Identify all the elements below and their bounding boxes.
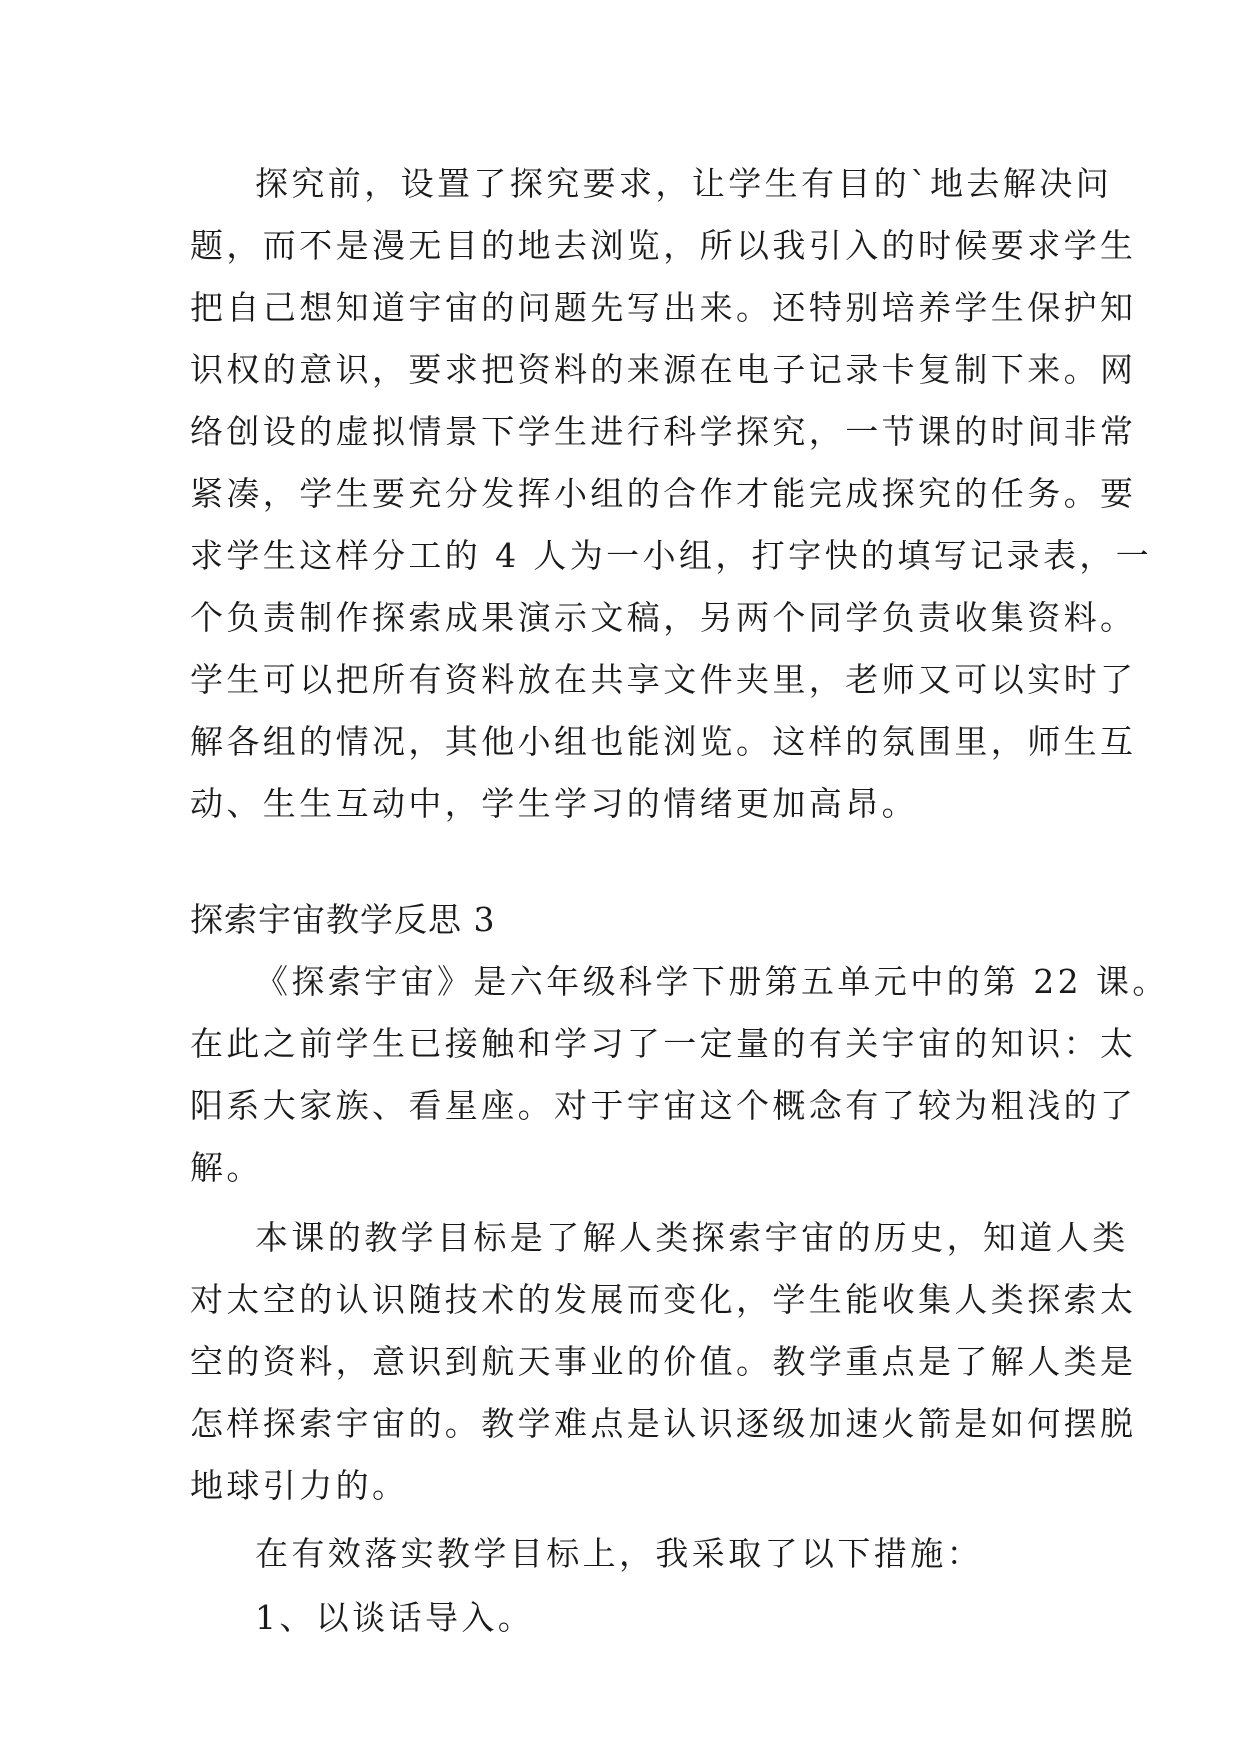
paragraph-line: 学生可以把所有资料放在共享文件夹里，老师又可以实时了 — [190, 660, 1137, 699]
paragraph-line: 怎样探索宇宙的。教学难点是认识逐级加速火箭是如何摆脱 — [190, 1404, 1137, 1443]
paragraph-line: 本课的教学目标是了解人类探索宇宙的历史，知道人类 — [255, 1218, 1129, 1257]
paragraph-line: 动、生生互动中，学生学习的情绪更加高昂。 — [190, 784, 918, 823]
paragraph-line: 把自己想知道宇宙的问题先写出来。还特别培养学生保护知 — [190, 288, 1137, 327]
paragraph-line: 识权的意识，要求把资料的来源在电子记录卡复制下来。网 — [190, 350, 1137, 389]
paragraph-line: 在有效落实教学目标上，我采取了以下措施： — [255, 1534, 983, 1573]
paragraph-line: 《探索宇宙》是六年级科学下册第五单元中的第 22 课。 — [255, 962, 1169, 1001]
paragraph-line: 对太空的认识随技术的发展而变化，学生能收集人类探索太 — [190, 1280, 1137, 1319]
paragraph-line: 1、以谈话导入。 — [255, 1598, 535, 1637]
paragraph-line: 紧凑，学生要充分发挥小组的合作才能完成探究的任务。要 — [190, 474, 1137, 513]
paragraph-line: 求学生这样分工的 4 人为一小组，打字快的填写记录表，一 — [190, 536, 1153, 575]
paragraph-line: 解。 — [190, 1148, 263, 1187]
paragraph-line: 题，而不是漫无目的地去浏览，所以我引入的时候要求学生 — [190, 226, 1137, 265]
paragraph-line: 在此之前学生已接触和学习了一定量的有关宇宙的知识：太 — [190, 1024, 1137, 1063]
paragraph-line: 阳系大家族、看星座。对于宇宙这个概念有了较为粗浅的了 — [190, 1086, 1137, 1125]
paragraph-line: 地球引力的。 — [190, 1466, 409, 1505]
paragraph-line: 空的资料，意识到航天事业的价值。教学重点是了解人类是 — [190, 1342, 1137, 1381]
paragraph-line: 解各组的情况，其他小组也能浏览。这样的氛围里，师生互 — [190, 722, 1137, 761]
section-heading: 探索宇宙教学反思 3 — [190, 900, 496, 939]
paragraph-line: 探究前，设置了探究要求，让学生有目的`地去解决问 — [255, 164, 1113, 203]
paragraph-line: 络创设的虚拟情景下学生进行科学探究，一节课的时间非常 — [190, 412, 1137, 451]
paragraph-line: 个负责制作探索成果演示文稿，另两个同学负责收集资料。 — [190, 598, 1137, 637]
